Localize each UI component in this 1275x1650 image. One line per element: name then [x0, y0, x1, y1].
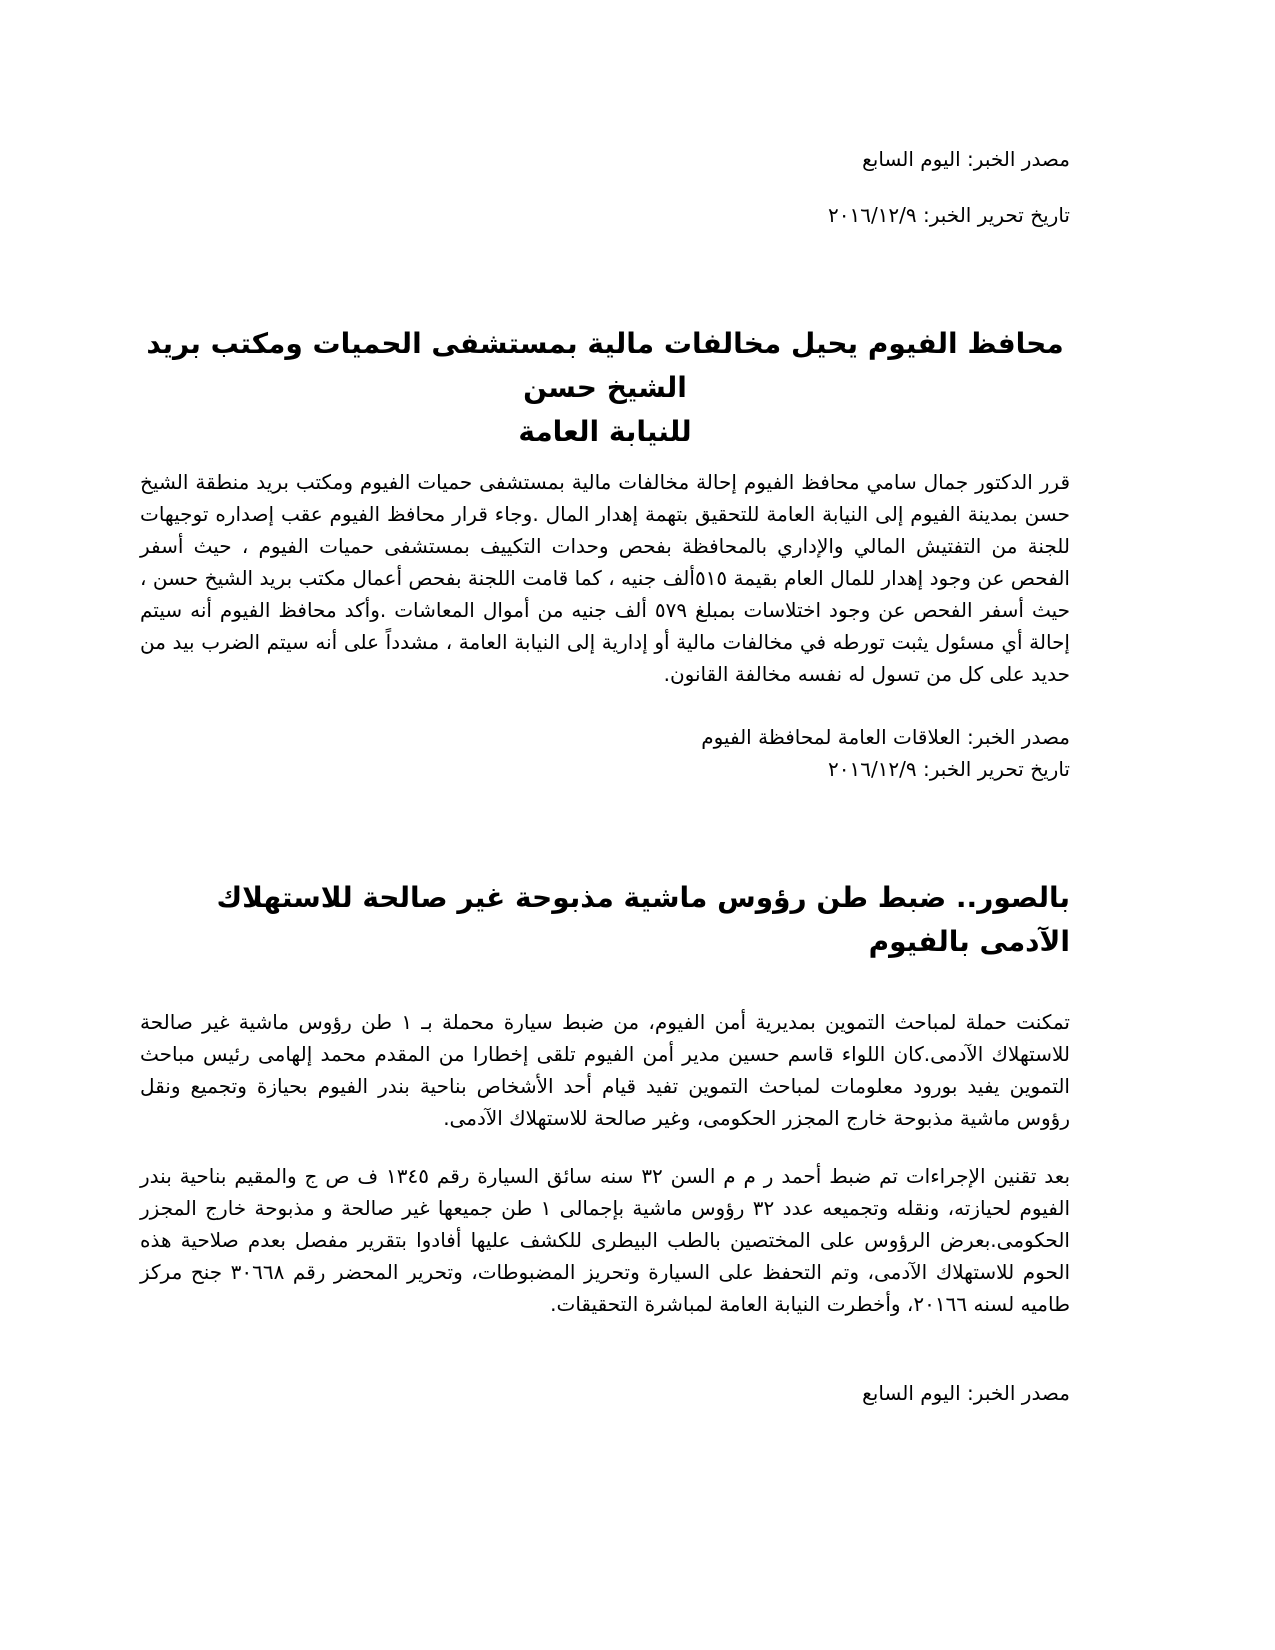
article2-headline: بالصور.. ضبط طن رؤوس ماشية مذبوحة غير صالحة للاستهلاك الآدمى بالفيوم: [216, 881, 1070, 958]
article1-headline-line2: للنيابة العامة: [518, 415, 692, 448]
article2-source: مصدر الخبر: اليوم السابع: [862, 1381, 1070, 1405]
article1-body: قرر الدكتور جمال سامي محافظ الفيوم إحالة مخالفات مالية بمستشفى حميات الفيوم ومكتب بريد منطقة الشيخ حسن بمدينة الفيوم إلى النيابة العامة للتحقيق بتهمة إهدار المال .وجاء قرار محافظ الفيوم عقب إصداره توجيهات للجنة من التفتيش المالي والإداري بالمحافظة بفحص وحدات التكييف بمستشفى حميات الفيوم ، حيث أسفر الفحص عن وجود إهدار للمال العام بقيمة ٥١٥ألف جنيه ، كما قامت اللجنة بفحص أعمال مكتب بريد الشيخ حسن ، حيث أسفر الفحص عن وجود اختلاسات بمبلغ ٥٧٩ ألف جنيه من أموال المعاشات .وأكد محافظ الفيوم أنه سيتم إحالة أي مسئول يثبت تورطه في مخالفات مالية أو إدارية إلى النيابة العامة ، مشدداً على أنه سيتم الضرب بيد من حديد على كل من تسول له نفسه مخالفة القانون.: [140, 470, 1070, 686]
article1-source-2: مصدر الخبر: العلاقات العامة لمحافظة الفيوم: [701, 725, 1070, 749]
document-page: [140, 0, 1070, 1650]
article1-source: مصدر الخبر: اليوم السابع: [862, 147, 1070, 171]
article1-date-2: تاريخ تحرير الخبر: ٢٠١٦/١٢/٩: [827, 757, 1070, 781]
article1-date: تاريخ تحرير الخبر: ٢٠١٦/١٢/٩: [827, 203, 1070, 227]
article1-headline-line1: محافظ الفيوم يحيل مخالفات مالية بمستشفى الحميات ومكتب بريد الشيخ حسن: [146, 327, 1064, 404]
article2-paragraph-1: تمكنت حملة لمباحث التموين بمديرية أمن الفيوم، من ضبط سيارة محملة بـ ١ طن رؤوس ماشية غير صالحة للاستهلاك الآدمى.كان اللواء قاسم حسين مدير أمن الفيوم تلقى إخطارا من المقدم محمد إلهامى رئيس مباحث التموين يفيد بورود معلومات لمباحث التموين تفيد قيام أحد الأشخاص بناحية بندر الفيوم بحيازة وتجميع ونقل رؤوس ماشية مذبوحة خارج المجزر الحكومى، وغير صالحة للاستهلاك الآدمى.: [140, 1010, 1070, 1130]
article2-paragraph-2: بعد تقنين الإجراءات تم ضبط أحمد ر م م السن ٣٢ سنه سائق السيارة رقم ١٣٤٥ ف ص ج والمقيم بناحية بندر الفيوم لحيازته، ونقله وتجميعه عدد ٣٢ رؤوس ماشية بإجمالى ١ طن جميعها غير صالحة و مذبوحة خارج المجزر الحكومى.بعرض الرؤوس على المختصين بالطب البيطرى للكشف عليها أفادوا بتقرير مفصل بعدم صلاحية هذه الحوم للاستهلاك الآدمى، وتم التحفظ على السيارة وتحريز المضبوطات، وتحرير المحضر رقم ٣٠٦٦٨ جنح مركز طاميه لسنه ٢٠١٦٦، وأخطرت النيابة العامة لمباشرة التحقيقات.: [140, 1164, 1071, 1316]
article1-headline: [140, 322, 1070, 454]
